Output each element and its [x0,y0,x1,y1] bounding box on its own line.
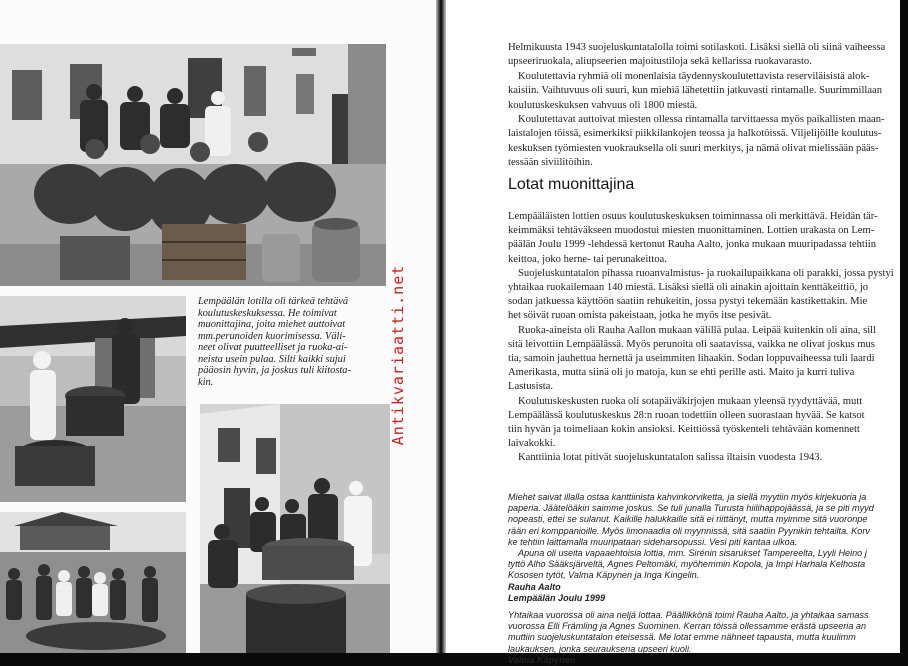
photo-crowd-field [0,512,186,653]
quote-line: laukauksen, jonka seurauksena upseeri kuoli. [508,643,692,654]
quote-line: vuorossa Elli Främling ja Agnes Suominen. Kerran töissä ollessamme erästä upseeria an [508,621,867,632]
text-line: päälän Joulu 1999 -lehdessä kertonut Rauha Aalto, jonka mukaan muuripadassa tehtiin [508,239,877,251]
quote-line: nopeasti, ettei se sulanut. Kaikille halukkaille sitä ei riittänyt, mutta myimme sitä vuoronpe [508,514,868,525]
text-line: tiin hyvän ja toimeliaan kokin ansioksi. Keittiössä työskenteli tehtävään komennett [508,424,860,436]
text-line: sodan jatkuessa käyttöön saatiin rehukeitin, jossa pystyi tekemään kastikettakin. Mie [508,296,868,308]
text-line: keimmäksi tehtäväkseen muodostui miesten muonittaminen. Lottien urakasta on Lem- [508,225,875,237]
text-line: kaisiin. Vaihtuvuus oli suuri, kun miehiä lähetettiin jatkuvasti rintamalle. Suurimmillaan [508,85,883,97]
caption-line: muonittajina, joita miehet auttoivat [198,319,346,330]
text-line: Helmikuusta 1943 suojeluskuntatalolla toimi sotilaskoti. Lisäksi siellä oli siinä vaiheessa [508,42,886,53]
watermark [383,240,413,470]
caption-line: mm.perunoiden kuorimisessa. Väli- [198,330,346,342]
caption-line: Lempäälän lotilla oli tärkeä tehtävä [198,296,349,307]
book-gutter [436,0,446,653]
caption-line: neet olivat puutteelliset ja ruoka-ai- [198,342,348,353]
text-line: Kanttiinia lotat pitivät suojeluskuntatalon salissa iltaisin vuodesta 1943. [518,452,823,464]
text-line: Amerikasta, mutta siinä oli jo matoja, kun se ehti perille asti. Maito ja kurri tuliva [508,367,855,379]
quote-line: muttiin suojeluskuntatalon eteisessä. Me lotat emme nähneet tapausta, mutta kuulimm [508,632,856,643]
photo-caption [198,296,388,388]
quote-author: Rauha Aalto [508,581,561,592]
quote-source: Lempäälän Joulu 1999 [508,592,606,603]
text-line: Suojeluskuntatalon pihassa ruoanvalmistus- ja ruokailupaikkana oli parakki, jossa pystyi [518,267,894,279]
text-line: Ruoka-aineista oli Rauha Aallon mukaan välillä pulaa. Leipää kuitenkin oli aina, sill [518,324,877,336]
photo-lotta-stirring [0,296,186,502]
quote-block [508,492,908,666]
text-line: Lastusista. [508,381,554,393]
text-line: keittoa, joko herne- tai perunakeittoa. [508,253,667,265]
quote-author: Valma Käpynen [508,654,576,665]
quote-line: paperia. Jäätelöäkin saimme joskus. Se tuli junalla Turusta hiilihappojäässä, ja se piti myyd [508,503,874,514]
text-line: Koulutettavat auttoivat miesten ollessa rintamalla tarvittaessa myös paikallisten maan- [518,114,885,126]
section-heading: Lotat muonittajina [508,176,635,193]
text-line: sitä leivottiin Lempäälässä. Myös perunoita oli saatavissa, vaikka ne olivat joskus mus [508,338,875,350]
quote-line: Yhtaikaa vuorossa oli aina neljä lottaa. Päällikkönä toimi Rauha Aalto, ja yhtaikaa samass [508,610,869,621]
text-line: Lempäälässä koulutuskeskus 28:n ruoan todettiin olleen suorastaan hyvää. Se katsot [508,409,865,421]
text-line: upseeriruokala, aliupseerien majoitustiloja sekä kellarissa ruokavarasto. [508,56,812,68]
text-line: laivakokki. [508,438,556,450]
text-line: het söivät ruoan omista pakeistaan, jotka he myös itse pesivät. [508,310,772,322]
caption-line: neista usein pulaa. Silti kaikki sujui [198,353,346,365]
right-page [446,0,900,665]
photo-soldiers-peeling [0,44,386,286]
text-line: tessään siviilitöihin. [508,157,593,169]
watermark-text: Antikvariaatti.net [389,264,407,446]
quote-line: rään eri komppanioille. Myös limonaadia oli myynnissä, sitä saatiin Pyynikin tehtailta. Korv [508,525,870,536]
text-line: keskuksen työmiesten vuokrauksella oli suuri merkitys, ja nämä olivat mielissään pääs- [508,142,879,154]
quote-line: Apuna oli useita vapaaehtoisia lottia, mm. Sirénin sisarukset Tampereelta, Lyyli Heino j [518,548,867,559]
text-line: yhtaikaa ruokailemaan 140 miestä. Lisäksi siellä oli ainakin ajoittain kenttäkeittiö, jo [508,282,869,294]
body-text [508,210,908,466]
photo-group-at-building [200,404,390,653]
text-line: koulutuskeskuksen vahvuus oli 1800 miestä. [508,99,698,111]
caption-line: kin. [198,376,214,388]
caption-line: pääosin hyvin, ja joskus tuli kiitosta- [198,365,351,376]
quote-line: Miehet saivat illalla ostaa kanttiinista kahvinkorviketta, ja siellä myytiin myös kirjekuoria ja [508,492,867,502]
quote-line: ke tehtiin laittamalla muuripataan sideharsopussi. Vesi piti kantaa ulkoa. [508,536,798,547]
left-page [0,0,436,653]
text-line: Lempääläisten lottien osuus koulutuskeskuksen toiminnassa oli merkittävä. Heidän tär- [508,211,878,222]
text-line: tia, samoin jauhettua hernettä ja useimmiten lihaakin. Sodan loppuvaiheessa tuli laardi [508,353,875,365]
caption-line: koulutuskeskuksessa. He toimivat [198,307,337,319]
intro-text [508,41,908,171]
text-line: Koulutuskeskusten ruoka oli sotapäiväkirjojen mukaan yleensä tyydyttävää, mutt [518,395,863,407]
text-line: laistalojen töissä, esimerkiksi piikkilankojen teossa ja halkotöissä. Viljelijöille koulutus- [508,128,882,140]
text-line: Koulutettavia ryhmiä oli monenlaisia täydennyskoulutettavista reserviläisistä alok- [518,70,870,82]
quote-line: tyttö Alho Sääksjärveltä, Agnes Peltomäki, myöhemmin Kopola, ja Impi Harhala Kelhosta [508,559,866,570]
quote-line: Kososen tytöt, Valma Käpynen ja Inga Kingelin. [508,570,700,581]
